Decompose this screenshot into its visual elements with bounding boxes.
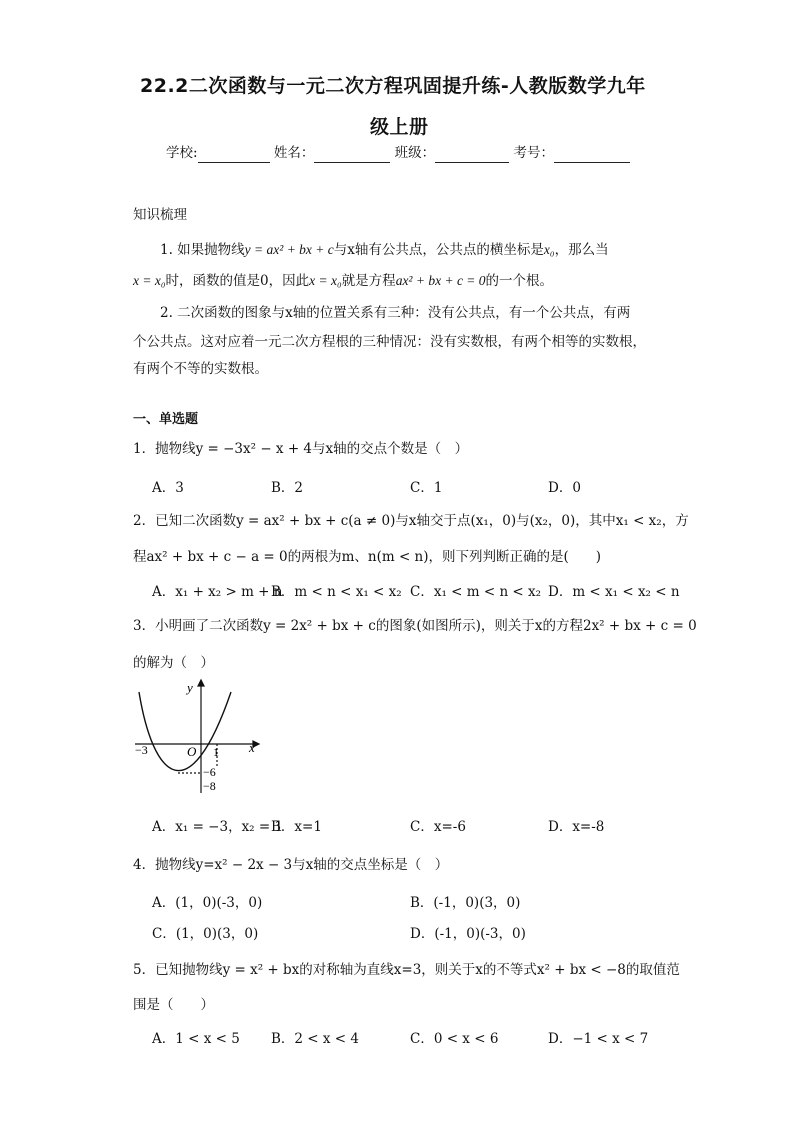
q5-stem-line1: 5．已知抛物线y = x² + bx的对称轴为直线x=3，则关于x的不等式x² + bx < −8的取值范: [133, 962, 680, 978]
info-line: [166, 143, 630, 163]
q3-option-d[interactable]: D．x=-8: [548, 819, 605, 835]
q1-option-c[interactable]: C．1: [410, 480, 443, 496]
graph-tick-neg6: −6: [203, 765, 216, 779]
q2-stem-line2: 程ax² + bx + c − a = 0的两根为m、n(m < n)，则下列判断正确的是( ): [133, 549, 602, 565]
p1-g: 就是方程: [341, 273, 396, 289]
knowledge-p2-line1: 2. 二次函数的图象与x轴的位置关系有三种：没有公共点，有一个公共点，有两: [160, 305, 631, 321]
knowledge-heading: 知识梳理: [133, 207, 187, 223]
p1-equation: y = ax² + bx + c: [244, 242, 334, 257]
q2-option-c[interactable]: C．x₁ < m < n < x₂: [410, 584, 542, 600]
number-field[interactable]: [554, 148, 630, 163]
q4-option-b[interactable]: B．(-1，0)(3，0): [410, 895, 521, 911]
q1-option-a[interactable]: A．3: [152, 480, 184, 496]
q2-option-d[interactable]: D．m < x₁ < x₂ < n: [548, 584, 680, 600]
p1-d: x = x₀: [133, 273, 166, 288]
q1-stem: 1．抛物线y = −3x² − x + 4与x轴的交点个数是（ ）: [133, 441, 469, 457]
q2-option-a[interactable]: A．x₁ + x₂ > m + n: [152, 584, 283, 600]
graph-tick-neg8: −8: [203, 779, 216, 793]
graph-tick-neg3: −3: [135, 743, 148, 757]
school-field[interactable]: [198, 148, 270, 163]
q5-option-a[interactable]: A．1 < x < 5: [152, 1031, 240, 1047]
p1-b: 与x轴有公共点，公共点的横坐标是: [333, 242, 544, 258]
graph-y-label: y: [187, 680, 193, 695]
p1-c: ，那么当: [554, 242, 609, 258]
knowledge-p1-line1: [160, 240, 609, 260]
q4-option-d[interactable]: D．(-1，0)(-3，0): [410, 926, 526, 942]
q3-option-b[interactable]: B．x=1: [271, 819, 322, 835]
q4-option-c[interactable]: C．(1，0)(3，0): [152, 926, 259, 942]
p1-x0: x₀: [543, 242, 555, 257]
p1-e: 时，函数的值是0，因此: [165, 273, 310, 289]
school-label: 学校:: [166, 145, 198, 161]
q4-option-a[interactable]: A．(1，0)(-3，0): [152, 895, 263, 911]
section-heading: 一、单选题: [133, 412, 199, 427]
q2-option-b[interactable]: B．m < n < x₁ < x₂: [271, 584, 402, 600]
p1-equation-2: ax² + bx + c = 0: [395, 273, 486, 288]
q5-stem-line2: 围是（ ）: [133, 997, 214, 1013]
graph-x-label: x: [249, 740, 255, 755]
number-label: 考号：: [513, 145, 554, 161]
knowledge-p2-line2: 个公共点。这对应着一元二次方程根的三种情况：没有实数根，有两个相等的实数根，: [133, 334, 646, 350]
q2-stem-line1: 2．已知二次函数y = ax² + bx + c(a ≠ 0)与x轴交于点(x₁，0)与(x₂，0)，其中x₁ < x₂，方: [133, 513, 689, 529]
q5-option-b[interactable]: B．2 < x < 4: [271, 1031, 360, 1047]
p1-a: 1. 如果抛物线: [160, 242, 245, 258]
knowledge-p2-line3: 有两个不等的实数根。: [133, 361, 268, 377]
q1-option-d[interactable]: D．0: [548, 480, 581, 496]
q3-stem-line1: 3．小明画了二次函数y = 2x² + bx + c的图象(如图所示)，则关于x的方程2x² + bx + c = 0: [133, 618, 697, 634]
q5-option-c[interactable]: C．0 < x < 6: [410, 1031, 499, 1047]
q3-option-a[interactable]: A．x₁ = −3，x₂ = 1: [152, 819, 284, 835]
graph-tick-1: 1: [213, 745, 219, 759]
p1-h: 的一个根。: [485, 273, 554, 289]
q3-parabola-graph: [131, 678, 261, 798]
q4-stem: 4．抛物线y=x² − 2x − 3与x轴的交点坐标是（ ）: [133, 857, 449, 873]
q3-stem-line2: 的解为（ ）: [133, 655, 214, 671]
class-label: 班级：: [394, 145, 436, 161]
title-line-2: 级上册: [370, 116, 429, 138]
graph-origin-label: O: [187, 744, 197, 759]
knowledge-p1-line2: [133, 271, 553, 291]
q3-option-c[interactable]: C．x=-6: [410, 819, 466, 835]
name-field[interactable]: [314, 148, 390, 163]
class-field[interactable]: [435, 148, 509, 163]
p1-f: x = x₀: [309, 273, 342, 288]
q5-option-d[interactable]: D．−1 < x < 7: [548, 1031, 649, 1047]
title-line-1: 22.2二次函数与一元二次方程巩固提升练-人教版数学九年: [140, 75, 646, 97]
name-label: 姓名：: [273, 145, 315, 161]
q1-option-b[interactable]: B．2: [271, 480, 304, 496]
